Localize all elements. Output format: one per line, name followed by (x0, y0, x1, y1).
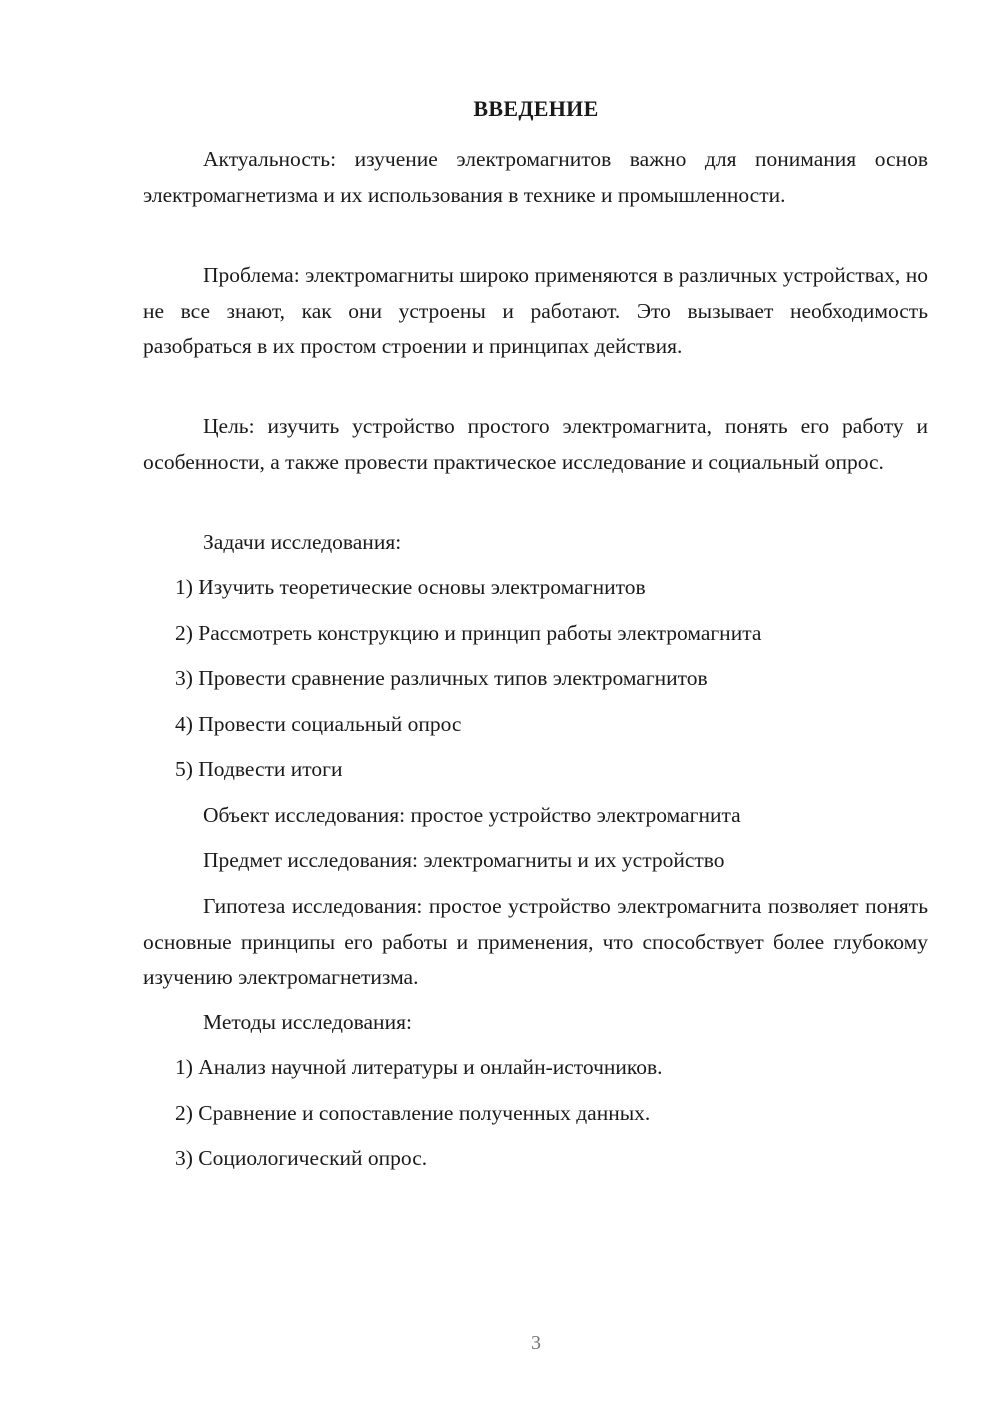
relevance-paragraph: Актуальность: изучение электромагнитов важно для понимания основ электромагнетизма и их использования в технике и промышленности. (143, 147, 928, 207)
methods-list (143, 1050, 928, 1187)
tasks-list (143, 570, 928, 798)
list-item: 3) Провести сравнение различных типов электромагнитов (175, 666, 708, 690)
list-item: 2) Рассмотреть конструкцию и принцип работы электромагнита (175, 620, 762, 645)
subject-section (143, 843, 928, 879)
problem-paragraph: Проблема: электромагниты широко применяются в различных устройствах, но не все знают, как они устроены и работают. Это вызывает необходимость разобраться в их простом строении и принципах действия. (143, 263, 928, 358)
list-item: 4) Провести социальный опрос (175, 711, 462, 736)
subject-line: Предмет исследования: электромагниты и их устройство (203, 848, 725, 872)
list-item: 1) Изучить теоретические основы электромагнитов (175, 575, 646, 599)
methods-heading: Методы исследования: (203, 1010, 412, 1034)
problem-section (143, 258, 928, 365)
object-section (143, 798, 928, 834)
list-item: 1) Анализ научной литературы и онлайн-источников. (175, 1055, 663, 1079)
tasks-section (143, 525, 928, 561)
hypothesis-paragraph: Гипотеза исследования: простое устройство электромагнита позволяет понять основные принципы его работы и применения, что способствует более глубокому изучению электромагнетизма. (143, 894, 928, 989)
list-item: 5) Подвести итоги (175, 757, 343, 781)
goal-section (143, 409, 928, 480)
methods-section (143, 1005, 928, 1041)
tasks-heading: Задачи исследования: (203, 530, 402, 554)
page-title: ВВЕДЕНИЕ (473, 96, 599, 121)
list-item: 3) Социологический опрос. (175, 1146, 428, 1170)
list-item: 2) Сравнение и сопоставление полученных данных. (175, 1100, 651, 1125)
page-number: 3 (531, 1332, 541, 1354)
hypothesis-section (143, 889, 928, 996)
object-line: Объект исследования: простое устройство электромагнита (203, 803, 741, 827)
relevance-section (143, 142, 928, 213)
goal-paragraph: Цель: изучить устройство простого электромагнита, понять его работу и особенности, а также провести практическое исследование и социальный опрос. (143, 414, 928, 474)
